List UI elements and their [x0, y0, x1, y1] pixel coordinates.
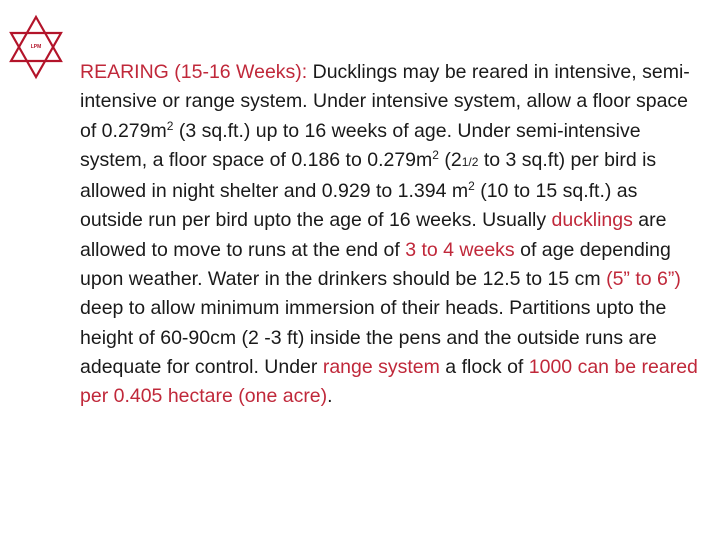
text-segment: Ducklings may be reared in intensive, semi-intensive or range system. Under intensive system, allow a floor space of 0.279m: [80, 61, 690, 142]
text-segment: .: [327, 385, 333, 408]
text-segment: are allowed to move to runs at the end of: [80, 209, 667, 261]
highlight-range-system: range system: [322, 355, 440, 378]
superscript: 2: [432, 147, 439, 162]
highlight-inches: (5” to 6”): [606, 268, 681, 291]
superscript: 2: [468, 179, 475, 194]
logo-text: LPM: [30, 44, 42, 50]
highlight-weeks: 3 to 4 weeks: [405, 238, 515, 261]
body-paragraph: [80, 58, 700, 412]
highlight-ducklings: ducklings: [551, 209, 633, 232]
text-segment: (2: [438, 148, 462, 171]
section-heading: REARING (15-16 Weeks):: [80, 61, 308, 83]
logo: [6, 14, 66, 80]
text-segment: deep to allow minimum immersion of their heads. Partitions upto the height of 60-90cm (2 -3 ft) inside the pens and the outside runs are adequate for control. Under: [80, 297, 667, 378]
superscript: 2: [166, 118, 174, 133]
fraction: 1/2: [461, 154, 479, 169]
text-segment: a flock of: [439, 355, 529, 378]
text-segment: of age depending upon weather. Water in the drinkers should be 12.5 to 15 cm: [80, 238, 671, 291]
text-segment: to 3 sq.ft) per bird is allowed in night shelter and 0.929 to 1.394 m: [80, 148, 657, 203]
highlight-flock: 1000 can be reared per 0.405 hectare (one acre): [80, 355, 698, 408]
text-segment: (10 to 15 sq.ft.) as outside run per bird upto the age of 16 weeks. Usually: [80, 180, 638, 232]
text-segment: (3 sq.ft.) up to 16 weeks of age. Under semi-intensive system, a floor space of 0.186 to 0.279m: [80, 119, 641, 171]
